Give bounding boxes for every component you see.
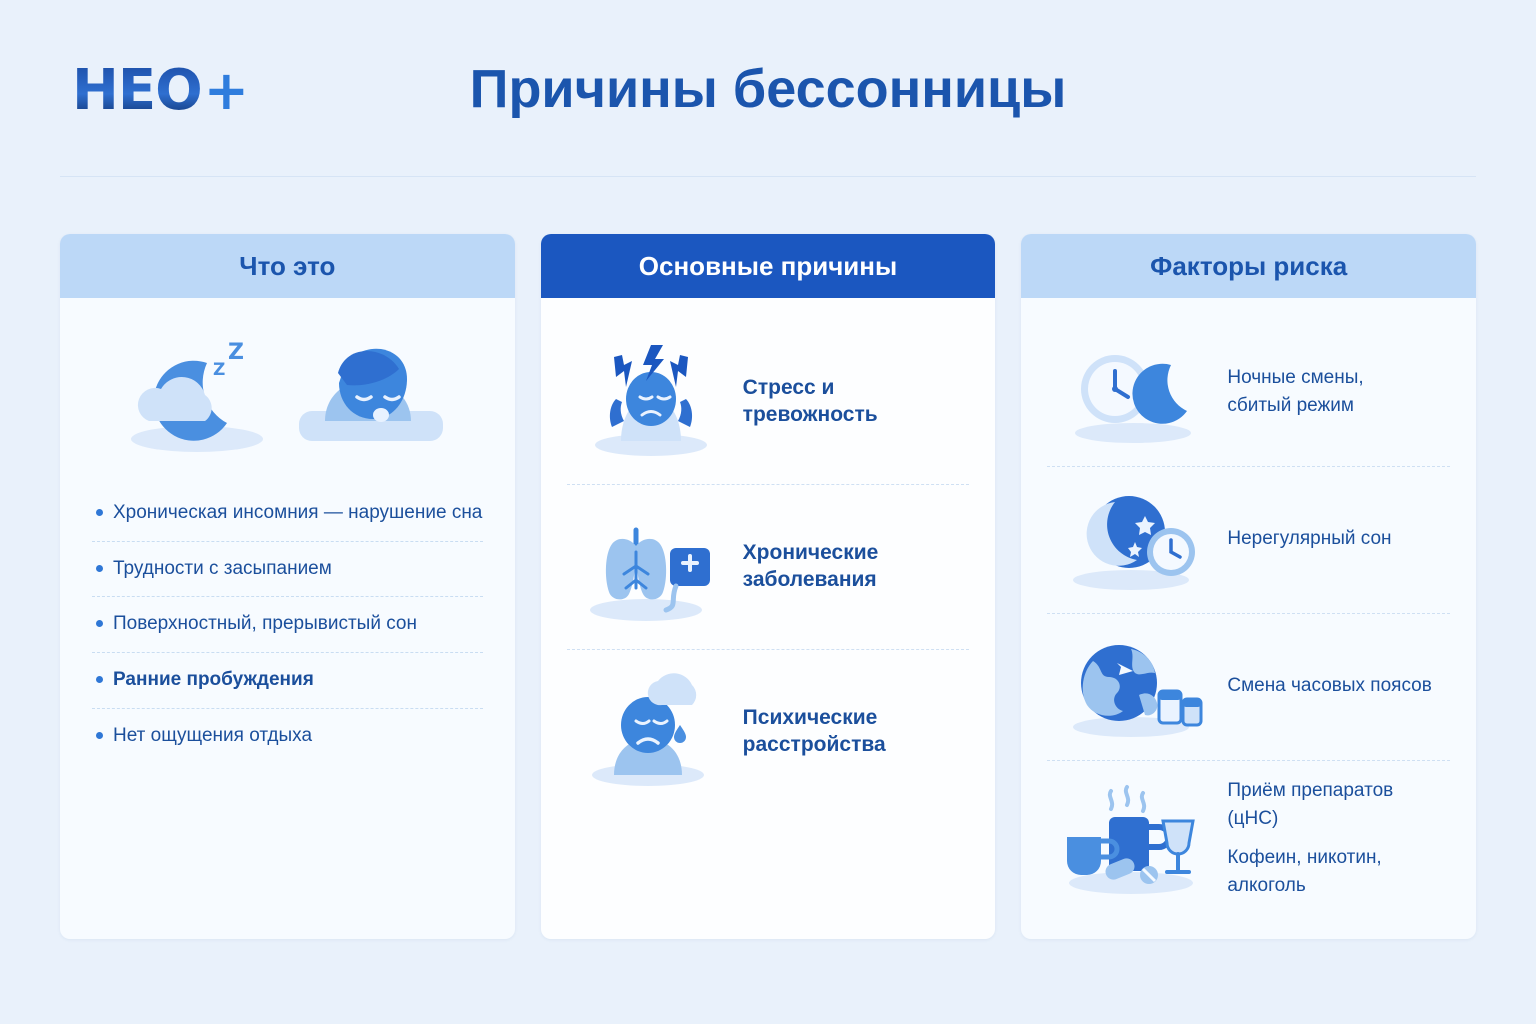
bullet-dot-icon: [96, 620, 103, 627]
list-item-label: Хроническая инсомния — нарушение сна: [113, 502, 483, 523]
moon-stars-clock-icon: [1049, 483, 1217, 595]
page-title: Причины бессонницы: [469, 59, 1067, 119]
what-is-it-list: [86, 486, 489, 763]
list-item: [92, 597, 483, 653]
list-item-label: Поверхностный, прерывистый сон: [113, 613, 417, 635]
card-main-causes: [541, 234, 996, 939]
page-header: [0, 0, 1536, 178]
card-what-is-it: [60, 234, 515, 939]
globe-pills-icon: [1049, 630, 1217, 742]
list-item-label: Трудности с засыпанием: [113, 557, 332, 579]
stressed-head-icon: [571, 338, 731, 464]
list-item: [567, 320, 970, 485]
list-item: [1047, 614, 1450, 761]
list-item-label: Ранние пробуждения: [113, 668, 314, 690]
moon-zzz-icon: [119, 325, 279, 465]
sad-person-cloud-icon: [571, 668, 731, 794]
svg-text:Z: Z: [213, 360, 226, 380]
list-item: [567, 485, 970, 650]
risk-label: Приём препаратов (цНС) Кофеин, никотин, алкоголь: [1227, 780, 1394, 896]
hero-illustration: [86, 320, 489, 470]
card-body-main-causes: [541, 298, 996, 939]
list-item: [92, 486, 483, 542]
cause-label: Стресс и тревожность: [742, 375, 878, 426]
card-body-risk-factors: [1021, 298, 1476, 939]
risk-label: Смена часовых поясов: [1227, 675, 1432, 697]
card-title-main-causes: Основные причины: [541, 234, 996, 298]
cause-label: Психические расстройства: [742, 705, 886, 756]
list-item: [567, 650, 970, 814]
bullet-dot-icon: [96, 565, 103, 572]
list-item-label: Нет ощущения отдыха: [113, 724, 313, 746]
bullet-dot-icon: [96, 509, 103, 516]
header-divider: [60, 176, 1476, 177]
svg-text:Z: Z: [228, 340, 245, 365]
coffee-wine-pills-icon: [1049, 782, 1217, 894]
bullet-dot-icon: [96, 732, 103, 739]
list-item: [92, 653, 483, 709]
card-risk-factors: [1021, 234, 1476, 939]
risk-label: Нерегулярный сон: [1227, 528, 1392, 550]
cause-label: Хронические заболевания: [742, 540, 879, 591]
list-item: [1047, 320, 1450, 467]
bullet-dot-icon: [96, 676, 103, 683]
risk-label: Ночные смены, сбитый режим: [1227, 367, 1364, 416]
card-body-what-is-it: [60, 298, 515, 939]
list-item: [92, 542, 483, 598]
logo-text: HEO: [72, 58, 202, 123]
list-item: [1047, 761, 1450, 917]
card-title-risk-factors: Факторы риска: [1021, 234, 1476, 298]
list-item: [1047, 467, 1450, 614]
lungs-monitor-icon: [571, 503, 731, 629]
card-title-what-is-it: Что это: [60, 234, 515, 298]
content-columns: [0, 178, 1536, 939]
logo-plus-icon: +: [203, 59, 249, 122]
sleeping-person-icon: [285, 325, 455, 465]
clock-moon-icon: [1049, 336, 1217, 448]
list-item: [92, 709, 483, 764]
